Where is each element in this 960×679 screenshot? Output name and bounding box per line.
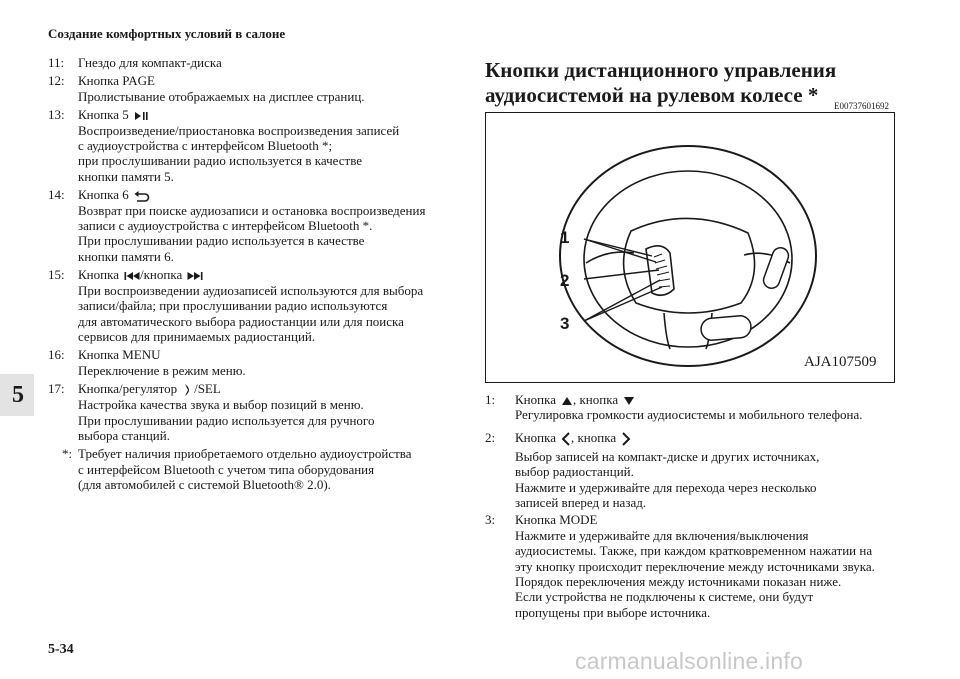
item-title: Кнопка 6 <box>78 187 129 203</box>
item-title: Кнопка MODE <box>515 512 598 528</box>
footnote-marker: *: <box>62 446 73 462</box>
figure-id: AJA107509 <box>804 354 877 370</box>
item-desc-line: Нажмите и удерживайте для перехода через несколько <box>515 479 817 495</box>
item-desc-line: Настройка качества звука и выбор позиций в меню. <box>78 397 364 413</box>
item-number: 13: <box>48 107 65 123</box>
section-title-line: Кнопки дистанционного управления <box>485 58 837 82</box>
item-desc-line: записи/файла; при прослушивании радио используются <box>78 298 388 314</box>
list-item-14 <box>48 187 458 264</box>
item-number: 15: <box>48 267 65 283</box>
item-desc-line: Пролистывание отображаемых на дисплее страниц. <box>78 88 365 104</box>
item-desc-line: сервисов для принимаемых радиостанций. <box>78 328 316 344</box>
item-desc-line: Выбор записей на компакт-диске и других источниках, <box>515 448 820 464</box>
wheel-hub <box>624 218 755 313</box>
item-desc-line: Если устройства не подключены к системе, они будут <box>515 589 814 605</box>
callout-3: 3 <box>560 314 570 333</box>
item-number: 16: <box>48 347 65 363</box>
item-title: Кнопка PAGE <box>78 73 155 89</box>
list-item-3 <box>485 512 905 620</box>
footnote-title: Требует наличия приобретаемого отдельно аудиоустройства <box>78 446 412 462</box>
chapter-number: 5 <box>12 382 24 408</box>
list-item-17 <box>48 381 458 443</box>
return-icon <box>134 191 150 202</box>
footnote-line: с интерфейсом Bluetooth с учетом типа оборудования <box>78 461 375 477</box>
item-desc-line: при прослушивании радио используется в качестве <box>78 153 363 169</box>
chevron-right-icon <box>621 432 631 446</box>
list-item-13 <box>48 107 458 184</box>
list-item-11 <box>48 55 458 70</box>
item-desc-line: При прослушивании радио используется в качестве <box>78 233 365 249</box>
steering-wheel-figure <box>485 112 895 383</box>
item-title: Кнопка <box>78 267 119 283</box>
play-pause-icon <box>134 111 148 121</box>
chevron-left-icon <box>561 432 571 446</box>
item-desc-line: При прослушивании радио используется для ручного <box>78 412 375 428</box>
item-desc-line: эту кнопку происходит переключение между источниками звука. <box>515 558 875 574</box>
item-number: 1: <box>485 392 496 407</box>
item-title: /кнопка <box>139 267 183 283</box>
wheel-bottom-pad <box>700 315 752 341</box>
item-desc-line: Порядок переключения между источниками показан ниже. <box>515 574 842 590</box>
page-number: 5-34 <box>48 642 74 657</box>
list-item-16 <box>48 347 458 378</box>
item-desc-line: для автоматического выбора радиостанции или для поиска <box>78 313 404 329</box>
item-title: , кнопка <box>570 429 617 445</box>
item-desc-line: Регулировка громкости аудиосистемы и мобильного телефона. <box>515 407 863 423</box>
wheel-right-switch <box>761 246 790 291</box>
item-title: Кнопка MENU <box>78 347 161 363</box>
item-title: Кнопка 5 <box>78 107 129 123</box>
left-column <box>48 55 458 496</box>
item-desc-line: кнопки памяти 5. <box>78 168 174 184</box>
footnote <box>48 446 458 492</box>
section-code: E00737601692 <box>834 101 889 111</box>
item-title: Кнопка <box>515 429 556 445</box>
item-title: Кнопка/регулятор <box>78 381 178 397</box>
item-title: Гнездо для компакт-диска <box>78 55 222 70</box>
item-desc-line: Нажмите и удерживайте для включения/выключения <box>515 527 809 543</box>
skip-forward-icon <box>187 271 203 281</box>
item-number: 14: <box>48 187 65 203</box>
item-number: 17: <box>48 381 65 397</box>
list-item-1 <box>485 392 905 423</box>
item-desc-line: записей вперед и назад. <box>515 495 647 511</box>
item-desc-line: Воспроизведение/приостановка воспроизведения записей <box>78 122 400 138</box>
knob-arrow-icon <box>182 383 194 397</box>
item-title: , кнопка <box>572 392 619 407</box>
triangle-down-icon <box>623 396 635 406</box>
item-desc-line: аудиосистемы. Также, при каждом кратковременном нажатии на <box>515 543 873 559</box>
steering-wheel-illustration <box>486 113 893 381</box>
item-desc-line: записи с аудиоустройства с интерфейсом Bluetooth *. <box>78 218 373 234</box>
item-number: 11: <box>48 55 65 70</box>
item-desc-line: с аудиоустройства с интерфейсом Bluetooth *; <box>78 138 333 154</box>
item-title: Кнопка <box>515 392 556 407</box>
item-desc-line: выбор радиостанций. <box>515 464 634 480</box>
footnote-line: (для автомобилей с системой Bluetooth® 2.0). <box>78 477 331 493</box>
item-desc-line: выбора станций. <box>78 427 170 443</box>
list-item-15 <box>48 267 458 344</box>
callout-2: 2 <box>560 271 570 290</box>
right-column <box>485 392 905 623</box>
list-item-12 <box>48 73 458 104</box>
item-desc-line: пропущены при выборе источника. <box>515 604 711 620</box>
item-desc-line: Переключение в режим меню. <box>78 362 246 378</box>
item-desc-line: Возврат при поиске аудиозаписи и остановка воспроизведения <box>78 202 426 218</box>
item-number: 12: <box>48 73 65 89</box>
item-title: /SEL <box>194 381 221 397</box>
item-desc-line: При воспроизведении аудиозаписей используются для выбора <box>78 282 424 298</box>
item-desc-line: кнопки памяти 6. <box>78 248 174 264</box>
page-header: Создание комфортных условий в салоне <box>48 26 286 41</box>
list-item-2 <box>485 430 905 511</box>
section-title-line: аудиосистемой на рулевом колесе * <box>485 83 819 107</box>
item-number: 2: <box>485 429 496 445</box>
triangle-up-icon <box>561 396 573 406</box>
watermark: carmanualsonline.info <box>575 648 803 674</box>
skip-back-icon <box>124 271 140 281</box>
item-number: 3: <box>485 512 496 528</box>
callout-1: 1 <box>560 228 570 247</box>
